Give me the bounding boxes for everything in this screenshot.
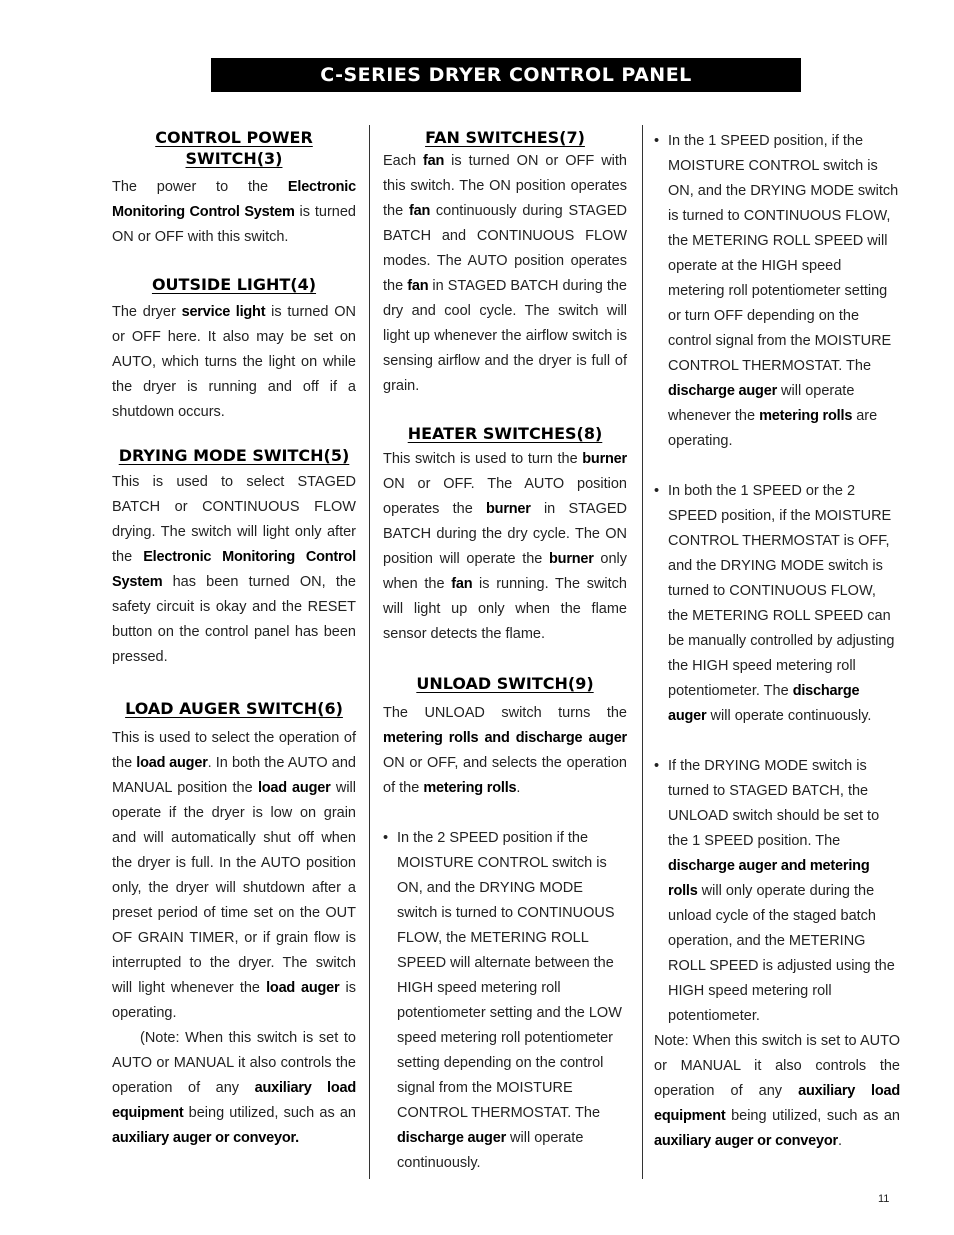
term-auxiliary-load-equipment: auxiliary load equipment (654, 1083, 900, 1124)
unload-bullet-1-speed: • In the 1 SPEED position, if the MOISTURE CONTROL switch is ON, and the DRYING MODE switch is turned to CONTINUOUS FLOW, the METERING ROLL SPEED will operate at the HIGH speed metering roll potentiometer setting or turn OFF depending on the control signal from the MOISTURE CONTROL THERMOSTAT. The discharge auger will operate whenever the metering rolls are operating. (654, 129, 900, 454)
term-load-auger: load auger (257, 780, 331, 796)
section-heading-load-auger: LOAD AUGER SWITCH(6) (125, 699, 343, 718)
term-metering-rolls: metering rolls (423, 780, 517, 796)
term-emcs: Electronic Monitoring Control System (112, 179, 356, 220)
term-load-auger: load auger (266, 980, 340, 996)
term-fan: fan (407, 278, 429, 294)
term-auxiliary-auger: auxiliary auger or conveyor (654, 1133, 838, 1149)
unload-note: Note: When this switch is set to AUTO or MANUAL it also controls the operation of any auxiliary load equipment being utilized, such as an auxiliary auger or conveyor. (654, 1033, 900, 1149)
outside-light-text: The dryer service light is turned ON or OFF here. It also may be set on AUTO, which turns the light on while the dryer is running and off if a shutdown occurs. (112, 304, 356, 420)
page-title-banner: C-SERIES DRYER CONTROL PANEL (211, 58, 801, 92)
unload-switch-text: The UNLOAD switch turns the metering rolls and discharge auger ON or OFF, and selects the operation of the metering rolls. (383, 705, 627, 796)
term-service-light: service light (181, 304, 266, 320)
column-3 (654, 129, 900, 1154)
drying-mode-text: This is used to select STAGED BATCH or CONTINUOUS FLOW drying. The switch will light only after the Electronic Monitoring Control System has been turned ON, the safety circuit is okay and the RESET button on the control panel has been pressed. (112, 474, 356, 665)
bullet-icon: • (654, 483, 660, 499)
unload-bullet-staged-batch: • If the DRYING MODE switch is turned to STAGED BATCH, the UNLOAD switch should be set to the 1 SPEED position. The discharge auger and metering rolls will only operate during the unload cycle of the staged batch operation, and the METERING ROLL SPEED is adjusted using the HIGH speed metering roll potentiometer. (654, 754, 900, 1029)
term-discharge-auger: discharge auger (668, 683, 860, 724)
load-auger-text: This is used to select the operation of the load auger. In both the AUTO and MANUAL position the load auger will operate if the dryer is low on grain and will automatically shut off when the dryer is full. In the AUTO position only, the dryer will shutdown after a preset period of time set on the OUT OF GRAIN TIMER, or if grain flow is interrupted to the dryer. The switch will light whenever the load auger is operating. (112, 730, 356, 1021)
term-burner: burner (486, 501, 531, 517)
section-heading-outside-light: OUTSIDE LIGHT(4) (151, 275, 317, 294)
term-auxiliary-auger: auxiliary auger or conveyor. (112, 1130, 300, 1146)
term-fan: fan (423, 153, 445, 169)
term-fan: fan (451, 576, 473, 592)
term-discharge-auger: discharge auger (668, 383, 778, 399)
load-auger-note: (Note: When this switch is set to AUTO or MANUAL it also controls the operation of any auxiliary load equipment being utilized, such as an auxiliary auger or conveyor. (112, 1030, 356, 1146)
term-burner: burner (549, 551, 594, 567)
column-1 (112, 127, 356, 1151)
heater-switches-text: This switch is used to turn the burner ON or OFF. The AUTO position operates the burner in STAGED BATCH during the dry cycle. The ON position will operate the burner only when the fan is running. The switch will light up only when the flame sensor detects the flame. (383, 451, 627, 642)
term-auxiliary-load-equipment: auxiliary load equipment (112, 1080, 356, 1121)
term-discharge-auger-metering-rolls: discharge auger and metering rolls (668, 858, 870, 899)
section-heading-heater-switches: HEATER SWITCHES(8) (407, 424, 603, 443)
unload-bullet-both-speeds: • In both the 1 SPEED or the 2 SPEED position, if the MOISTURE CONTROL THERMOSTAT is OFF, and the DRYING MODE switch is turned to CONTINUOUS FLOW, the METERING ROLL SPEED can be manually controlled by adjusting the HIGH speed metering roll potentiometer. The discharge auger will operate continuously. (654, 479, 900, 729)
term-metering-rolls-discharge: metering rolls and discharge auger (383, 730, 627, 746)
column-divider-left (369, 125, 370, 1179)
fan-switches-text: Each fan is turned ON or OFF with this switch. The ON position operates the fan continuously during STAGED BATCH and CONTINUOUS FLOW modes. The AUTO position operates the fan in STAGED BATCH during the dry and cool cycle. The switch will light up whenever the airflow switch is sensing airflow and the dryer is full of grain. (383, 153, 628, 394)
column-2 (383, 127, 627, 1176)
term-burner: burner (582, 451, 627, 467)
page-number: 11 (878, 1193, 890, 1205)
control-power-text: The power to the Electronic Monitoring Control System is turned ON or OFF with this switch. (112, 179, 356, 245)
bullet-icon: • (654, 758, 660, 774)
unload-bullet-2-speed: • In the 2 SPEED position if the MOISTURE CONTROL switch is ON, and the DRYING MODE switch is turned to CONTINUOUS FLOW, the METERING ROLL SPEED will alternate between the HIGH speed metering roll potentiometer setting and the LOW speed metering roll potentiometer setting depending on the control signal from the MOISTURE CONTROL THERMOSTAT. The discharge auger will operate continuously. (383, 826, 627, 1176)
section-heading-drying-mode: DRYING MODE SWITCH(5) (118, 446, 350, 465)
term-discharge-auger: discharge auger (397, 1130, 507, 1146)
section-heading-unload-switch: UNLOAD SWITCH(9) (416, 674, 594, 693)
bullet-icon: • (654, 133, 660, 149)
bullet-icon: • (383, 830, 389, 846)
section-heading-fan-switches: FAN SWITCHES(7) (425, 128, 585, 147)
term-emcs: Electronic Monitoring Control System (112, 549, 356, 590)
term-metering-rolls: metering rolls (759, 408, 853, 424)
section-heading-control-power: CONTROL POWER SWITCH(3) (155, 128, 313, 168)
column-divider-right (642, 125, 643, 1179)
term-fan: fan (408, 203, 431, 219)
term-load-auger: load auger (136, 755, 208, 771)
